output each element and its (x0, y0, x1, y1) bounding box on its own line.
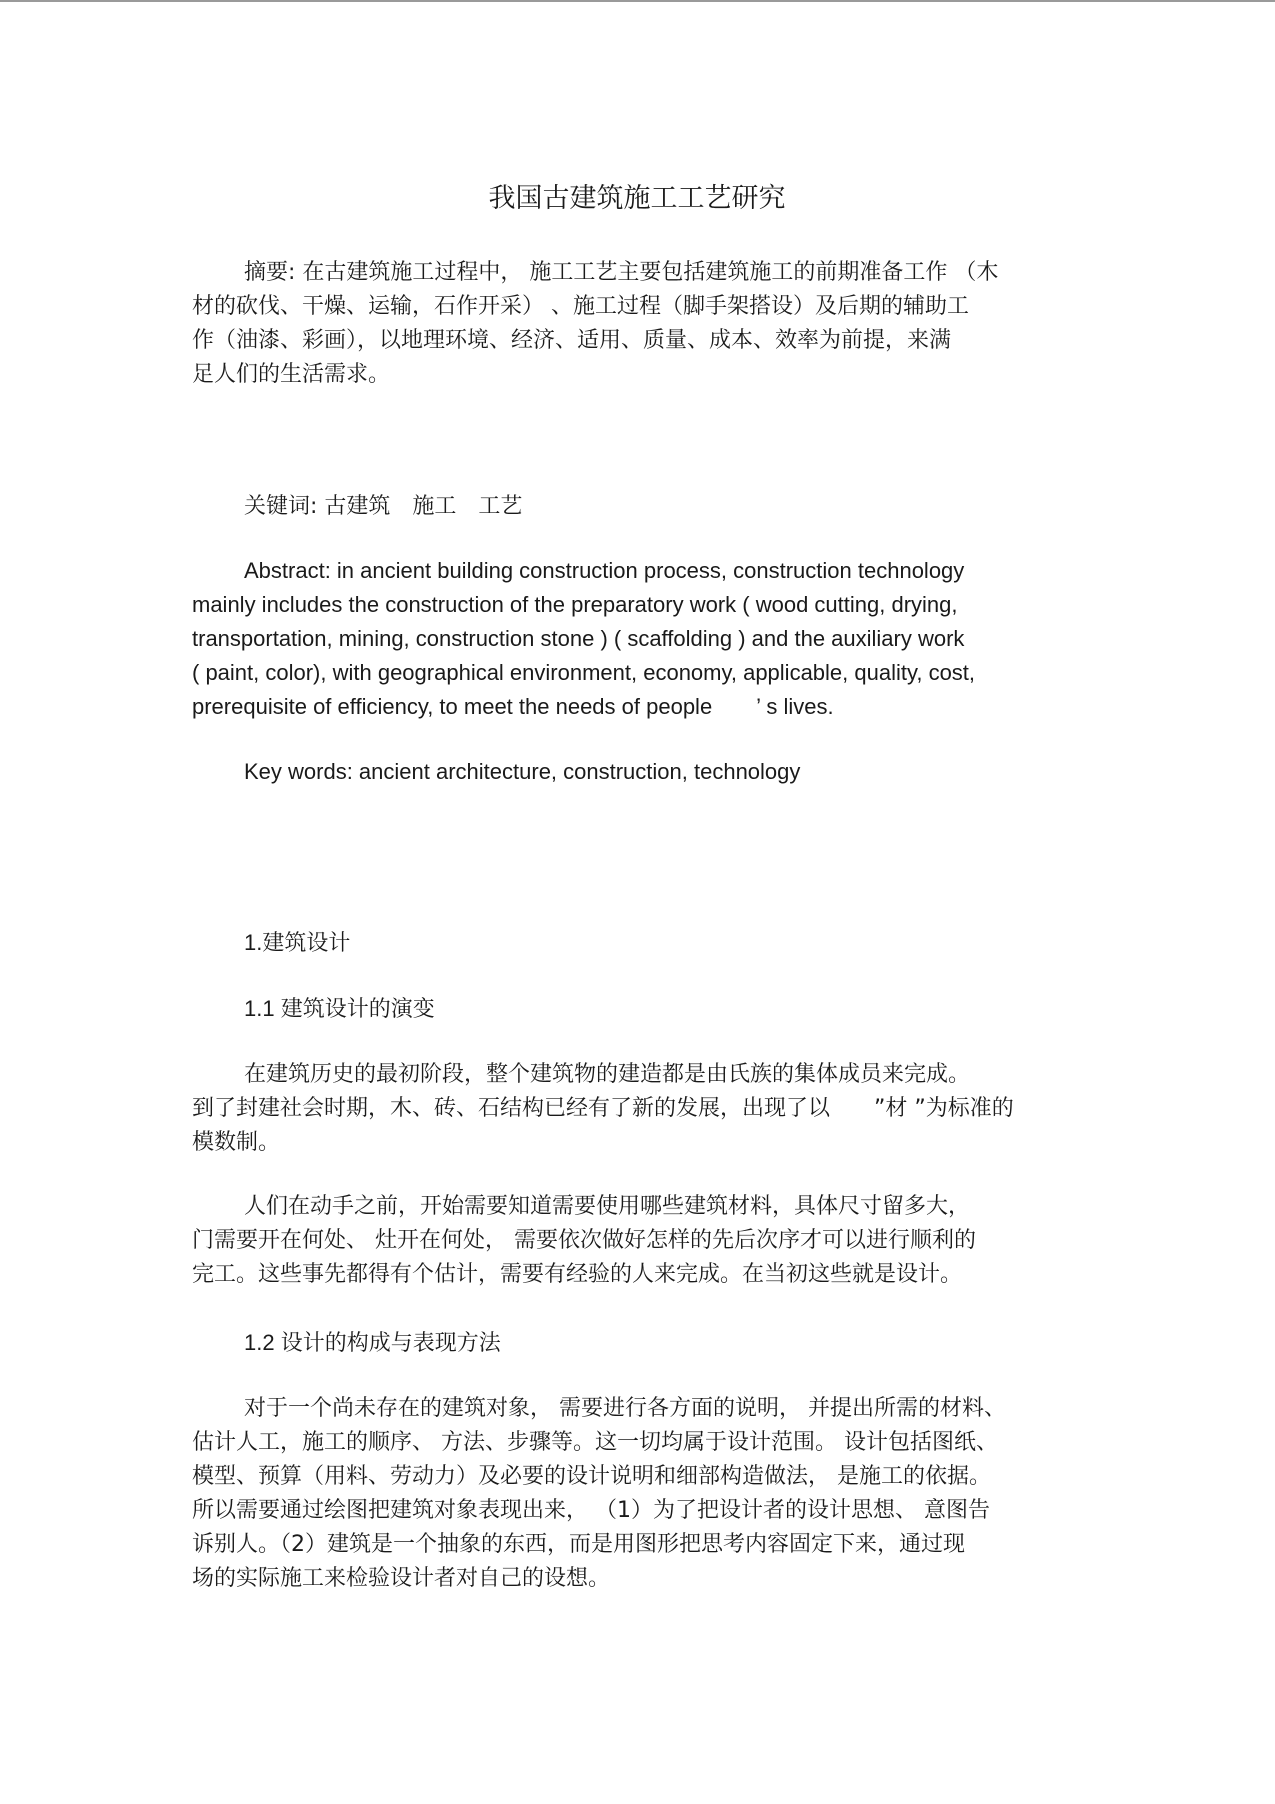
abstract-cn-line: 摘要: 在古建筑施工过程中， 施工工艺主要包括建筑施工的前期准备工作 （木 (244, 260, 999, 285)
abstract-en-line: mainly includes the construction of the preparatory work ( wood cutting, drying, (192, 592, 958, 617)
paragraph-line: 诉别人。（2）建筑是一个抽象的东西，而是用图形把思考内容固定下来，通过现 (192, 1532, 965, 1557)
section-number: 1. (244, 930, 263, 955)
paragraph-line: 模型、预算（用料、劳动力）及必要的设计说明和细部构造做法， 是施工的依据。 (192, 1464, 991, 1489)
paragraph-3 (192, 1392, 1082, 1596)
keywords-en (192, 755, 1082, 789)
paragraph-line: 在建筑历史的最初阶段，整个建筑物的建造都是由氏族的集体成员来完成。 (244, 1062, 971, 1087)
paragraph-line: 完工。这些事先都得有个估计，需要有经验的人来完成。在当初这些就是设计。 (192, 1262, 963, 1287)
section-number: 1.2 (244, 1330, 281, 1355)
paragraph-line: 模数制。 (192, 1130, 281, 1155)
section-number: 1.1 (244, 996, 281, 1021)
paragraph-2 (192, 1190, 1082, 1292)
keywords-cn-line: 关键词: 古建筑 施工 工艺 (244, 494, 523, 519)
abstract-en-line: Abstract: in ancient building construction process, construction technology (244, 558, 965, 583)
page-top-border (0, 0, 1275, 2)
section-title: 设计的构成与表现方法 (280, 1331, 501, 1356)
abstract-en-line: transportation, mining, construction stone ) ( scaffolding ) and the auxiliary work (192, 626, 965, 651)
section-title: 建筑设计的演变 (280, 997, 435, 1022)
paragraph-line: 到了封建社会时期，木、砖、石结构已经有了新的发展，出现了以 ”材 ”为标准的 (192, 1096, 1014, 1121)
abstract-en (192, 554, 1082, 724)
paragraph-line: 估计人工，施工的顺序、 方法、步骤等。这一切均属于设计范围。 设计包括图纸、 (192, 1430, 998, 1455)
abstract-en-line: prerequisite of efficiency, to meet the needs of people ’ s lives. (192, 694, 834, 719)
abstract-cn-line: 足人们的生活需求。 (192, 362, 391, 387)
paragraph-line: 对于一个尚未存在的建筑对象， 需要进行各方面的说明， 并提出所需的材料、 (244, 1396, 1006, 1421)
paragraph-line: 人们在动手之前，开始需要知道需要使用哪些建筑材料，具体尺寸留多大， (244, 1194, 971, 1219)
paragraph-line: 门需要开在何处、 灶开在何处， 需要依次做好怎样的先后次序才可以进行顺利的 (192, 1228, 976, 1253)
section-1-1-heading (244, 992, 435, 1023)
abstract-en-line: ( paint, color), with geographical environment, economy, applicable, quality, cost, (192, 660, 976, 685)
keywords-en-line: Key words: ancient architecture, construction, technology (244, 759, 801, 784)
abstract-cn-line: 作（油漆、彩画），以地理环境、经济、适用、质量、成本、效率为前提，来满 (192, 328, 952, 353)
abstract-cn-line: 材的砍伐、干燥、运输，石作开采） 、施工过程（脚手架搭设）及后期的辅助工 (192, 294, 969, 319)
abstract-cn (192, 256, 1082, 392)
section-1-heading (244, 926, 350, 957)
section-1-2-heading (244, 1326, 501, 1357)
paragraph-line: 所以需要通过绘图把建筑对象表现出来， （1）为了把设计者的设计思想、 意图告 (192, 1498, 990, 1523)
keywords-cn (192, 490, 1082, 524)
paragraph-1 (192, 1058, 1082, 1160)
section-title: 建筑设计 (262, 931, 351, 956)
paragraph-line: 场的实际施工来检验设计者对自己的设想。 (192, 1566, 611, 1591)
document-title: 我国古建筑施工工艺研究 (488, 183, 786, 214)
